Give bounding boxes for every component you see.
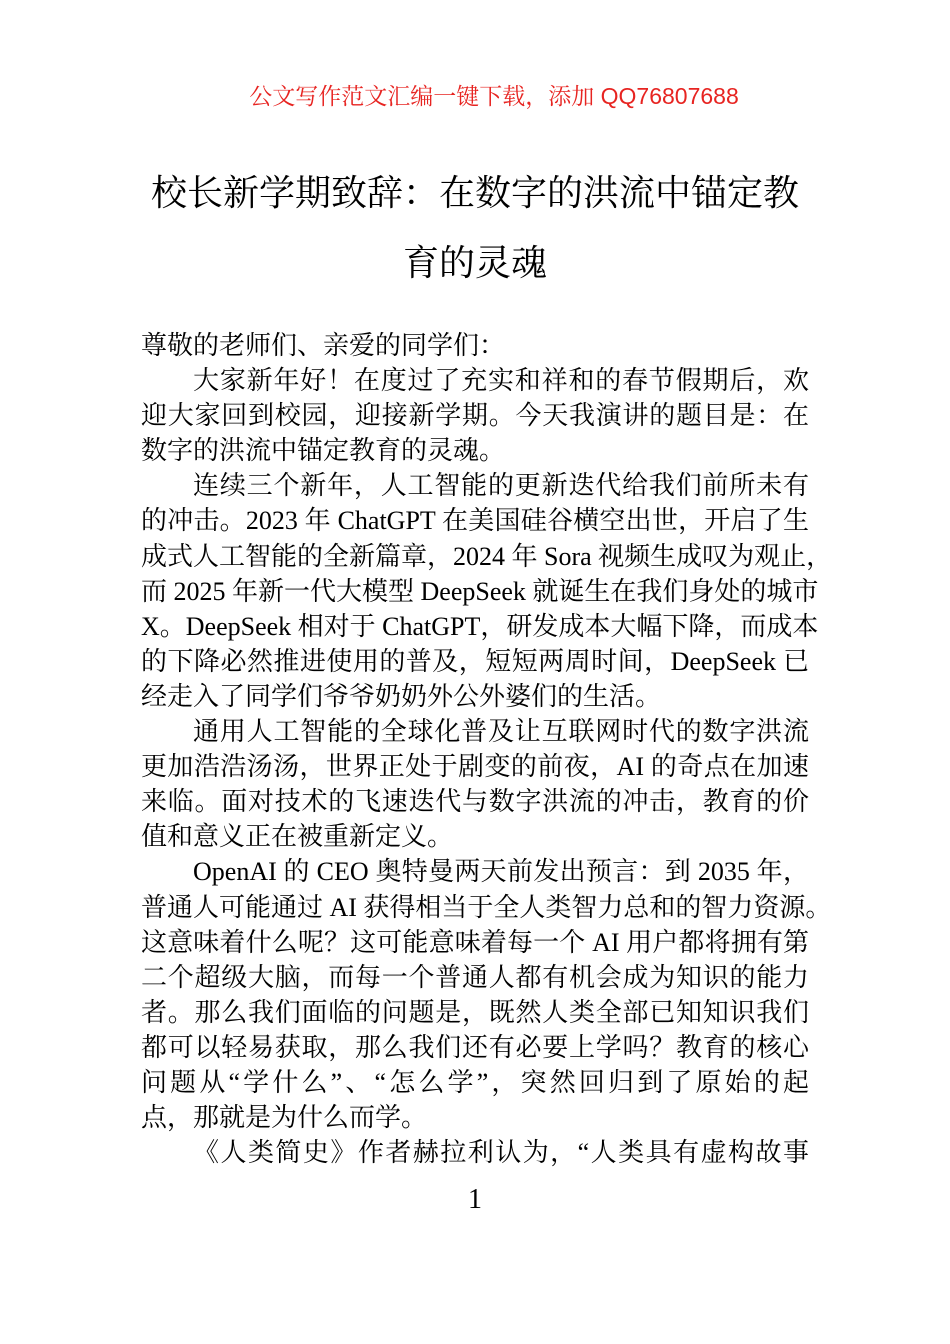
download-notice: 公文写作范文汇编一键下载，添加 QQ76807688 bbox=[249, 83, 739, 109]
document-body bbox=[141, 328, 833, 1170]
text-line: 问题从“学什么”、“怎么学”，突然回归到了原始的起 bbox=[141, 1067, 809, 1097]
text-line: 都可以轻易获取，那么我们还有必要上学吗？教育的核心 bbox=[141, 1032, 809, 1062]
text-line: 连续三个新年，人工智能的更新迭代给我们前所未有 bbox=[193, 471, 809, 501]
text-line: 大家新年好！在度过了充实和祥和的春节假期后，欢 bbox=[193, 366, 809, 396]
page-title-line-2: 育的灵魂 bbox=[402, 242, 547, 283]
text-line: 点，那就是为什么而学。 bbox=[141, 1103, 428, 1133]
text-line: 的下降必然推进使用的普及，短短两周时间，DeepSeek 已 bbox=[141, 646, 809, 676]
text-line: 更加浩浩汤汤，世界正处于剧变的前夜，AI 的奇点在加速 bbox=[141, 752, 809, 782]
text-line: 值和意义正在被重新定义。 bbox=[141, 822, 454, 852]
text-line: 通用人工智能的全球化普及让互联网时代的数字洪流 bbox=[193, 717, 809, 747]
text-line: 迎大家回到校园，迎接新学期。今天我演讲的题目是：在 bbox=[141, 401, 809, 431]
text-line: 成式人工智能的全新篇章，2024 年 Sora 视频生成叹为观止， bbox=[141, 541, 833, 571]
text-line: OpenAI 的 CEO 奥特曼两天前发出预言：到 2035 年， bbox=[193, 857, 809, 887]
page-number: 1 bbox=[468, 1184, 482, 1215]
text-line: 尊敬的老师们、亲爱的同学们： bbox=[141, 331, 506, 360]
text-line: 者。那么我们面临的问题是，既然人类全部已知知识我们 bbox=[141, 997, 809, 1027]
text-line: 这意味着什么呢？这可能意味着每一个 AI 用户都将拥有第 bbox=[141, 927, 809, 957]
text-line: X。DeepSeek 相对于 ChatGPT，研发成本大幅下降，而成本 bbox=[141, 611, 819, 641]
text-line: 《人类简史》作者赫拉利认为，“人类具有虚构故事 bbox=[193, 1138, 809, 1168]
text-line: 经走入了同学们爷爷奶奶外公外婆们的生活。 bbox=[141, 681, 662, 711]
text-line: 而 2025 年新一代大模型 DeepSeek 就诞生在我们身处的城市 bbox=[141, 576, 819, 606]
page-title-line-1: 校长新学期致辞：在数字的洪流中锚定教 bbox=[150, 172, 799, 213]
text-line: 二个超级大脑，而每一个普通人都有机会成为知识的能力 bbox=[141, 962, 809, 992]
text-line: 来临。面对技术的飞速迭代与数字洪流的冲击，教育的价 bbox=[141, 787, 809, 817]
text-line: 普通人可能通过 AI 获得相当于全人类智力总和的智力资源。 bbox=[141, 892, 832, 922]
text-line: 的冲击。2023 年 ChatGPT 在美国硅谷横空出世，开启了生 bbox=[141, 506, 809, 536]
page-title bbox=[141, 158, 809, 298]
text-line: 数字的洪流中锚定教育的灵魂。 bbox=[141, 436, 506, 466]
